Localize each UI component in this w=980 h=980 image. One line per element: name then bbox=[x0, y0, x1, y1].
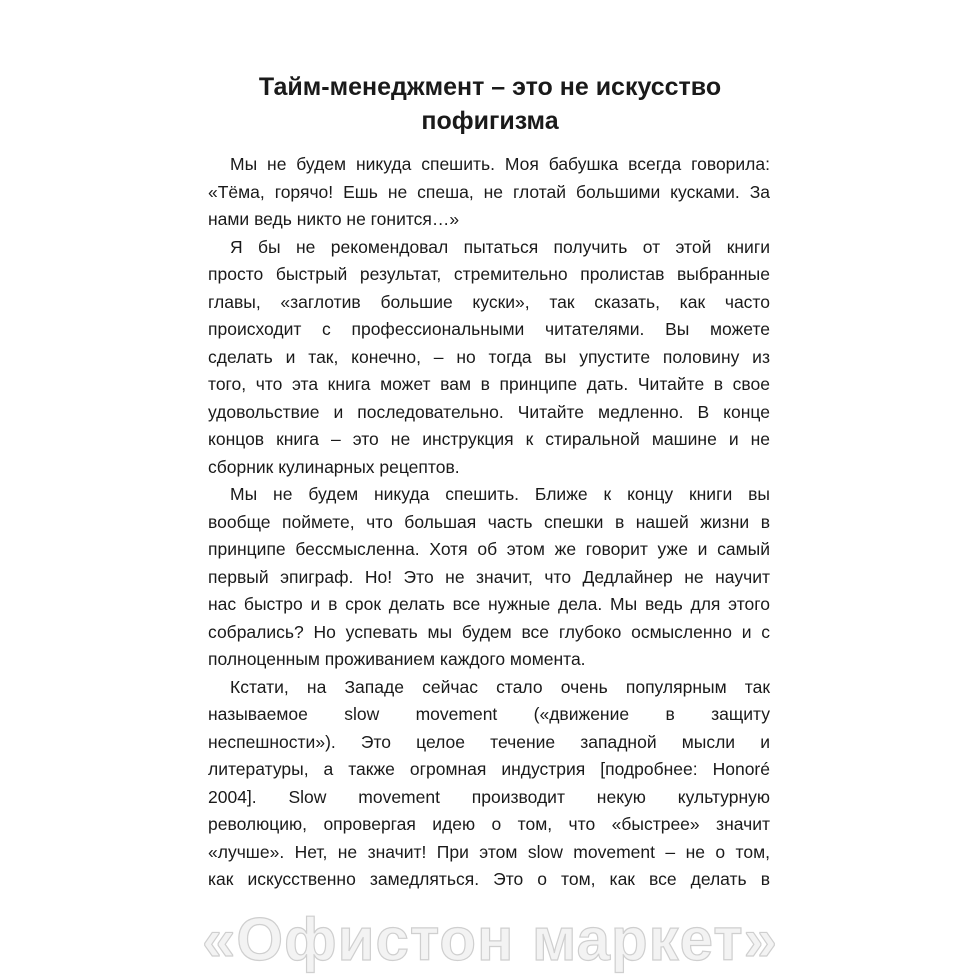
text-line: 2004]. Slow movement производит некую культурную bbox=[208, 786, 770, 807]
chapter-title bbox=[0, 70, 980, 138]
text-line: «Тёма, горячо! Ешь не спеша, не глотай большими кусками. За bbox=[208, 181, 770, 202]
text-line: как искусственно замедляться. Это о том, как все делать в bbox=[208, 869, 770, 889]
text-line: вообще поймете, что большая часть спешки в нашей жизни в bbox=[208, 511, 770, 532]
text-line: Кстати, на Западе сейчас стало очень популярным так bbox=[230, 676, 770, 697]
watermark: «Офистон маркет» bbox=[202, 906, 778, 973]
text-line: полноценным проживанием каждого момента. bbox=[208, 649, 586, 669]
text-line: Мы не будем никуда спешить. Ближе к концу книги вы bbox=[230, 484, 770, 504]
text-line: сделать и так, конечно, – но тогда вы упустите половину из bbox=[208, 346, 770, 367]
text-line: принципе бессмысленна. Хотя об этом же говорит уже и самый bbox=[208, 539, 770, 559]
paragraph bbox=[208, 481, 770, 674]
text-line: собрались? Но успевать мы будем все глубоко осмысленно и с bbox=[208, 621, 770, 642]
text-line: главы, «заглотив большие куски», так сказать, как часто bbox=[208, 291, 770, 312]
chapter-title-line-2: пофигизма bbox=[421, 107, 559, 135]
text-line: происходит с профессиональными читателями. Вы можете bbox=[208, 319, 770, 339]
paragraph bbox=[208, 234, 770, 482]
text-line: первый эпиграф. Но! Это не значит, что Дедлайнер не научит bbox=[208, 566, 770, 587]
chapter-title-line-1: Тайм-менеджмент – это не искусство bbox=[258, 73, 722, 101]
paragraph bbox=[208, 674, 770, 894]
text-line: удовольствие и последовательно. Читайте медленно. В конце bbox=[208, 401, 770, 422]
text-line: нас быстро и в срок делать все нужные дела. Мы ведь для этого bbox=[208, 594, 770, 614]
text-line: просто быстрый результат, стремительно пролистав выбранные bbox=[208, 264, 770, 284]
text-line: сборник кулинарных рецептов. bbox=[208, 456, 460, 477]
paragraph bbox=[208, 151, 770, 234]
text-line: концов книга – это не инструкция к стиральной машине и не bbox=[208, 429, 770, 449]
text-line: неспешности»). Это целое течение западной мысли и bbox=[208, 731, 770, 752]
text-line: называемое slow movement («движение в защиту bbox=[208, 704, 770, 724]
text-line: нами ведь никто не гонится…» bbox=[208, 209, 460, 229]
text-line: Мы не будем никуда спешить. Моя бабушка всегда говорила: bbox=[230, 154, 770, 174]
text-line: того, что эта книга может вам в принципе дать. Читайте в свое bbox=[208, 374, 770, 394]
text-line: «лучше». Нет, не значит! При этом slow movement – не о том, bbox=[208, 841, 770, 862]
text-line: революцию, опровергая идею о том, что «быстрее» значит bbox=[208, 814, 770, 834]
text-line: литературы, а также огромная индустрия [подробнее: Honoré bbox=[208, 759, 770, 779]
body-text bbox=[208, 151, 770, 894]
text-line: Я бы не рекомендовал пытаться получить от этой книги bbox=[230, 236, 770, 257]
